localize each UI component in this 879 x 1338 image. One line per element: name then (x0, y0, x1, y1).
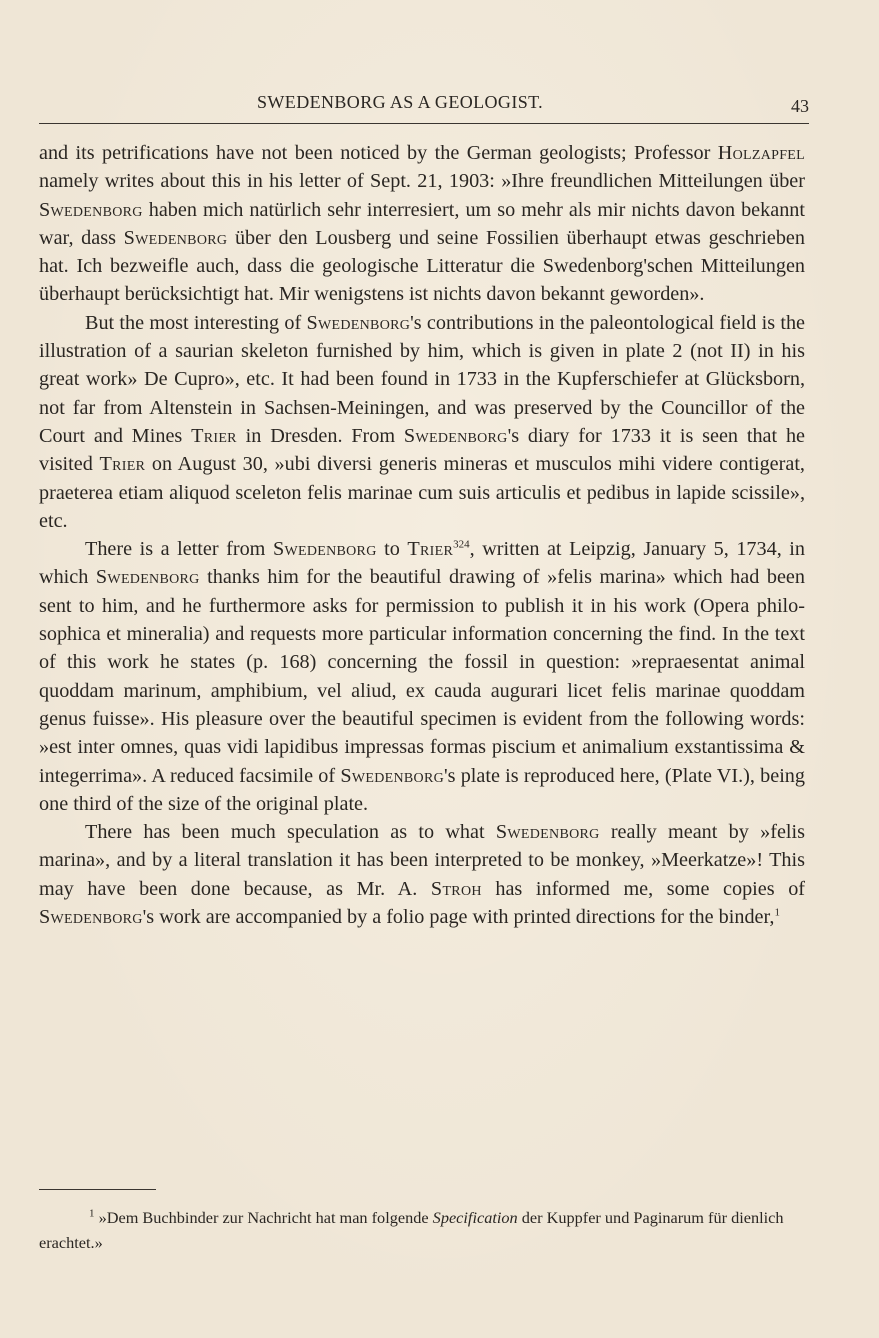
text-run: There has been much speculation as to what (85, 821, 496, 844)
emphasis: Specification (432, 1208, 518, 1227)
name-swedenborg: Swedenborg (272, 538, 377, 561)
text-run: But the most interesting of (85, 311, 307, 334)
text-run: haben mich natürlich sehr interresiert, um so mehr als mir nichts davon bekannt war, dass (39, 198, 805, 249)
name-swedenborg: Swedenborg (403, 424, 508, 447)
text-run: , written at Leipzig, January 5, 1734, in which (39, 538, 805, 589)
name-trier: Trier (407, 538, 454, 561)
name-swedenborg: Swedenborg (123, 226, 228, 249)
name-trier: Trier (99, 453, 146, 476)
footnote-number: 1 (89, 1207, 95, 1220)
text-run: über den Lousberg und seine Fossilien überhaupt etwas geschrieben hat. Ich bezweifle auch, dass die geologische Litteratur die Swedenborg'schen Mitteilungen überhaupt berücksichtigt hat. Mir wenigstens ist nichts davon bekannt geworden». (39, 226, 805, 306)
text-run: thanks him for the beautiful drawing of »felis marina» which had been sent to him, and he furthermore asks for permission to publish it in his work (Opera philosophica et mineralia) and requests more particular information concerning the find. In the text of this work he states (p. 168) concerning the fossil in question: »repraesentat animal quoddam marinum, amphibium, vel aliud, ex cauda augurari licet felis marinae quoddam genus fuisse». His pleasure over the beautiful specimen is evident from the following words: »est inter omnes, quas vidi lapidibus impressas formas piscium et animalium exstantissima & integerrima». A reduced facsimile of (39, 566, 805, 787)
name-swedenborg: Swedenborg (340, 764, 444, 787)
running-header (39, 92, 809, 122)
text-run: has informed me, some copies of (481, 877, 806, 900)
text-run: 's work are accompanied by a folio page with printed directions for the binder, (142, 906, 775, 929)
text-run: and its petrifications have not been noticed by the German geologists; Professor (39, 142, 718, 164)
paragraph-3 (39, 535, 805, 818)
name-swedenborg: Swedenborg (95, 566, 200, 589)
paragraph-4 (39, 818, 805, 931)
text-run: namely writes about this in his letter of Sept. 21, 1903: »Ihre freundlichen Mitteilungen über (39, 170, 805, 193)
body-text (39, 139, 805, 931)
running-title: SWEDENBORG AS A GEOLOGIST. (257, 92, 544, 112)
reference-marker: 324 (453, 538, 470, 551)
text-run: »Dem Buchbinder zur Nachricht hat man folgende (94, 1208, 433, 1227)
text-run: to (376, 538, 408, 561)
name-swedenborg: Swedenborg (39, 198, 143, 221)
text-run: der Kuppfer und Paginarum für dienlich erachtet.» (39, 1208, 784, 1252)
text-run: 's contributions in the paleontological field is the illustration of a saurian skeleton furnished by him, which is given in plate 2 (not II) in his great work» De Cupro», etc. It had been found in 1733 in the Kupferschiefer at Glücksborn, not far from Altenstein in Sachsen-Meiningen, and was preserved by the Councillor of the Court and Mines (39, 311, 806, 447)
name-holzapfel: Holzapfel (717, 142, 805, 164)
name-swedenborg: Swedenborg (39, 906, 143, 929)
page-number: 43 (791, 96, 809, 116)
paragraph-2 (39, 309, 805, 535)
text-run: really meant by »felis marina», and by a literal translation it has been interpreted to be monkey, »Meerkatze»! This may have been done because, as Mr. A. (39, 821, 805, 900)
name-trier: Trier (191, 424, 237, 447)
paragraph-1 (39, 139, 805, 309)
text-run: on August 30, »ubi diversi generis mineras et musculos mihi videre contigerat, praeterea etiam aliquod sceleton felis marinae cum suis articulis et pedibus in lapide scissile», etc. (39, 453, 805, 532)
footnote-rule (39, 1189, 156, 1190)
text-run: 's diary for 1733 it is seen that he visited (39, 424, 805, 476)
text-run: 's plate is reproduced here, (Plate VI.), being one third of the size of the original plate. (39, 764, 805, 815)
footnote (39, 1205, 805, 1255)
name-stroh: Stroh (430, 877, 482, 900)
header-rule (39, 123, 809, 124)
footnote-marker: 1 (774, 906, 780, 919)
text-run: There is a letter from (85, 538, 273, 561)
name-swedenborg: Swedenborg (306, 311, 411, 334)
text-run: in Dresden. From (236, 424, 404, 447)
name-swedenborg: Swedenborg (495, 821, 600, 844)
